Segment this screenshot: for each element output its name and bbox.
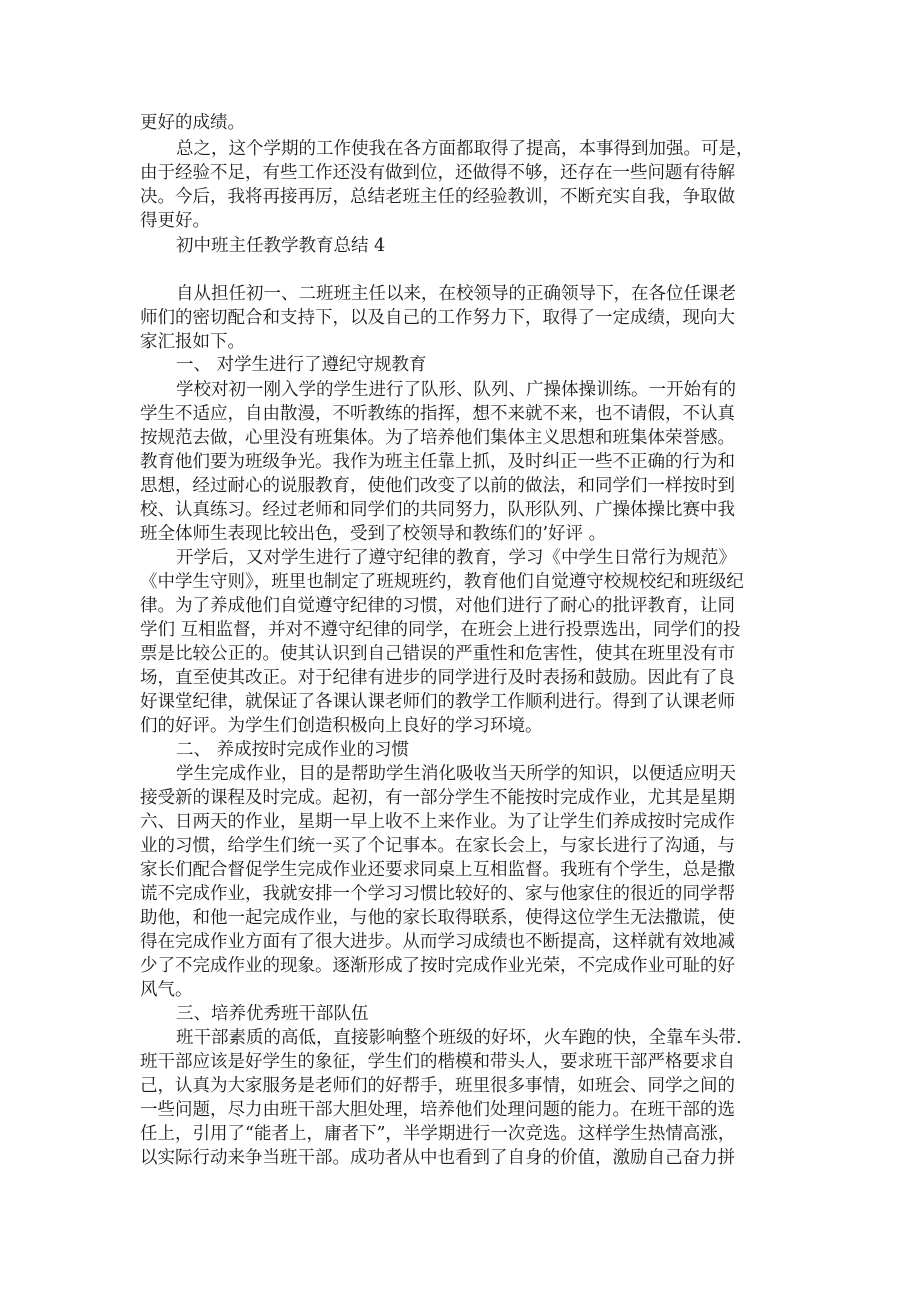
text-line: 《中学生守则》，班里也制定了班规班约，教育他们自觉遵守校规校纪和班级纪 bbox=[140, 572, 744, 592]
text-line: 学生完成作业，目的是帮助学生消化吸收当天所学的知识，以便适应明天 bbox=[176, 764, 736, 784]
text-line: 场，直至使其改正。对于纪律有进步的同学进行及时表扬和鼓励。因此有了良 bbox=[140, 668, 735, 688]
section-heading: 一、 对学生进行了遵纪守规教育 bbox=[176, 355, 427, 375]
text-line: 教育他们要为班级争光。我作为班主任靠上抓，及时纠正一些不正确的行为和 bbox=[140, 452, 735, 472]
text-line: 按规范去做，心里没有班集体。为了培养他们集体主义思想和班集体荣誉感。 bbox=[140, 428, 735, 448]
text-line: 接受新的课程及时完成。起初，有一部分学生不能按时完成作业，尤其是星期 bbox=[140, 788, 735, 808]
text-line: 由于经验不足，有些工作还没有做到位，还做得不够，还存在一些问题有待解 bbox=[140, 163, 735, 183]
text-line: 家长们配合督促学生完成作业还要求同桌上互相监督。我班有个学生，总是撒 bbox=[140, 860, 735, 880]
text-line: 律。为了养成他们自觉遵守纪律的习惯，对他们进行了耐心的批评教育，让同 bbox=[140, 596, 735, 616]
section-heading: 二、 养成按时完成作业的习惯 bbox=[176, 740, 410, 760]
text-line: 少了不完成作业的现象。逐渐形成了按时完成作业光荣，不完成作业可耻的好 bbox=[140, 956, 735, 976]
text-line: 六、日两天的作业，星期一早上收不上来作业。为了让学生们养成按时完成作 bbox=[140, 812, 735, 832]
text-line: 谎不完成作业，我就安排一个学习习惯比较好的、家与他家住的很近的同学帮 bbox=[140, 884, 735, 904]
text-line: 思想，经过耐心的说服教育，使他们改变了以前的做法，和同学们一样按时到 bbox=[140, 476, 735, 496]
text-line: 得更好。 bbox=[140, 211, 210, 231]
text-line: 班干部素质的高低，直接影响整个班级的好坏，火车跑的快，全靠车头带. bbox=[176, 1028, 742, 1048]
text-line: 校、认真练习。经过老师和同学们的共同努力，队形队列、广操体操比赛中我 bbox=[140, 500, 735, 520]
text-line: 风气。 bbox=[140, 980, 193, 1000]
text-line: 得在完成作业方面有了很大进步。从而学习成绩也不断提高，这样就有效地减 bbox=[140, 932, 735, 952]
text-line: 班全体师生表现比较出色，受到了校领导和教练们的’好评 。 bbox=[140, 524, 607, 544]
text-line: 决。今后，我将再接再厉，总结老班主任的经验教训，不断充实自我，争取做 bbox=[140, 187, 735, 207]
text-line: 学校对初一刚入学的学生进行了队形、队列、广操体操训练。一开始有的 bbox=[176, 380, 736, 400]
section-heading: 三、培养优秀班干部队伍 bbox=[176, 1004, 369, 1024]
text-line: 总之，这个学期的工作使我在各方面都取得了提高，本事得到加强。可是， bbox=[176, 139, 754, 159]
text-line: 班干部应该是好学生的象征，学生们的楷模和带头人，要求班干部严格要求自 bbox=[140, 1052, 735, 1072]
text-line: 一些问题，尽力由班干部大胆处理，培养他们处理问题的能力。在班干部的选 bbox=[140, 1100, 735, 1120]
text-line: 票是比较公正的。使其认识到自己错误的严重性和危害性，使其在班里没有市 bbox=[140, 644, 735, 664]
text-line: 助他，和他一起完成作业，与他的家长取得联系，使得这位学生无法撒谎，使 bbox=[140, 908, 735, 928]
text-line: 学们 互相监督，并对不遵守纪律的同学，在班会上进行投票选出，同学们的投 bbox=[140, 620, 741, 640]
text-line: 更好的成绩。 bbox=[140, 113, 245, 133]
text-line: 学生不适应，自由散漫，不听教练的指挥，想不来就不来，也不请假，不认真 bbox=[140, 404, 735, 424]
text-line: 们的好评。为学生们创造积极向上良好的学习环境。 bbox=[140, 716, 543, 736]
text-line: 业的习惯，给学生们统一买了个记事本。在家长会上，与家长进行了沟通，与 bbox=[140, 836, 735, 856]
text-line: 好课堂纪律，就保证了各课认课老师们的教学工作顺利进行。得到了认课老师 bbox=[140, 692, 735, 712]
text-line: 任上，引用了“能者上，庸者下”，半学期进行一次竞选。这样学生热情高涨， bbox=[140, 1124, 736, 1144]
text-line: 家汇报如下。 bbox=[140, 332, 245, 352]
text-line: 以实际行动来争当班干部。成功者从中也看到了自身的价值，激励自己奋力拼 bbox=[140, 1148, 735, 1168]
text-line: 自从担任初一、二班班主任以来，在校领导的正确领导下，在各位任课老 bbox=[176, 284, 736, 304]
text-line: 己，认真为大家服务是老师们的好帮手，班里很多事情，如班会、同学之间的 bbox=[140, 1076, 735, 1096]
section-title: 初中班主任教学教育总结 4 bbox=[176, 236, 386, 256]
text-line: 开学后，又对学生进行了遵守纪律的教育，学习《中学生日常行为规范》 bbox=[176, 548, 736, 568]
text-line: 师们的密切配合和支持下，以及自己的工作努力下，取得了一定成绩，现向大 bbox=[140, 308, 735, 328]
